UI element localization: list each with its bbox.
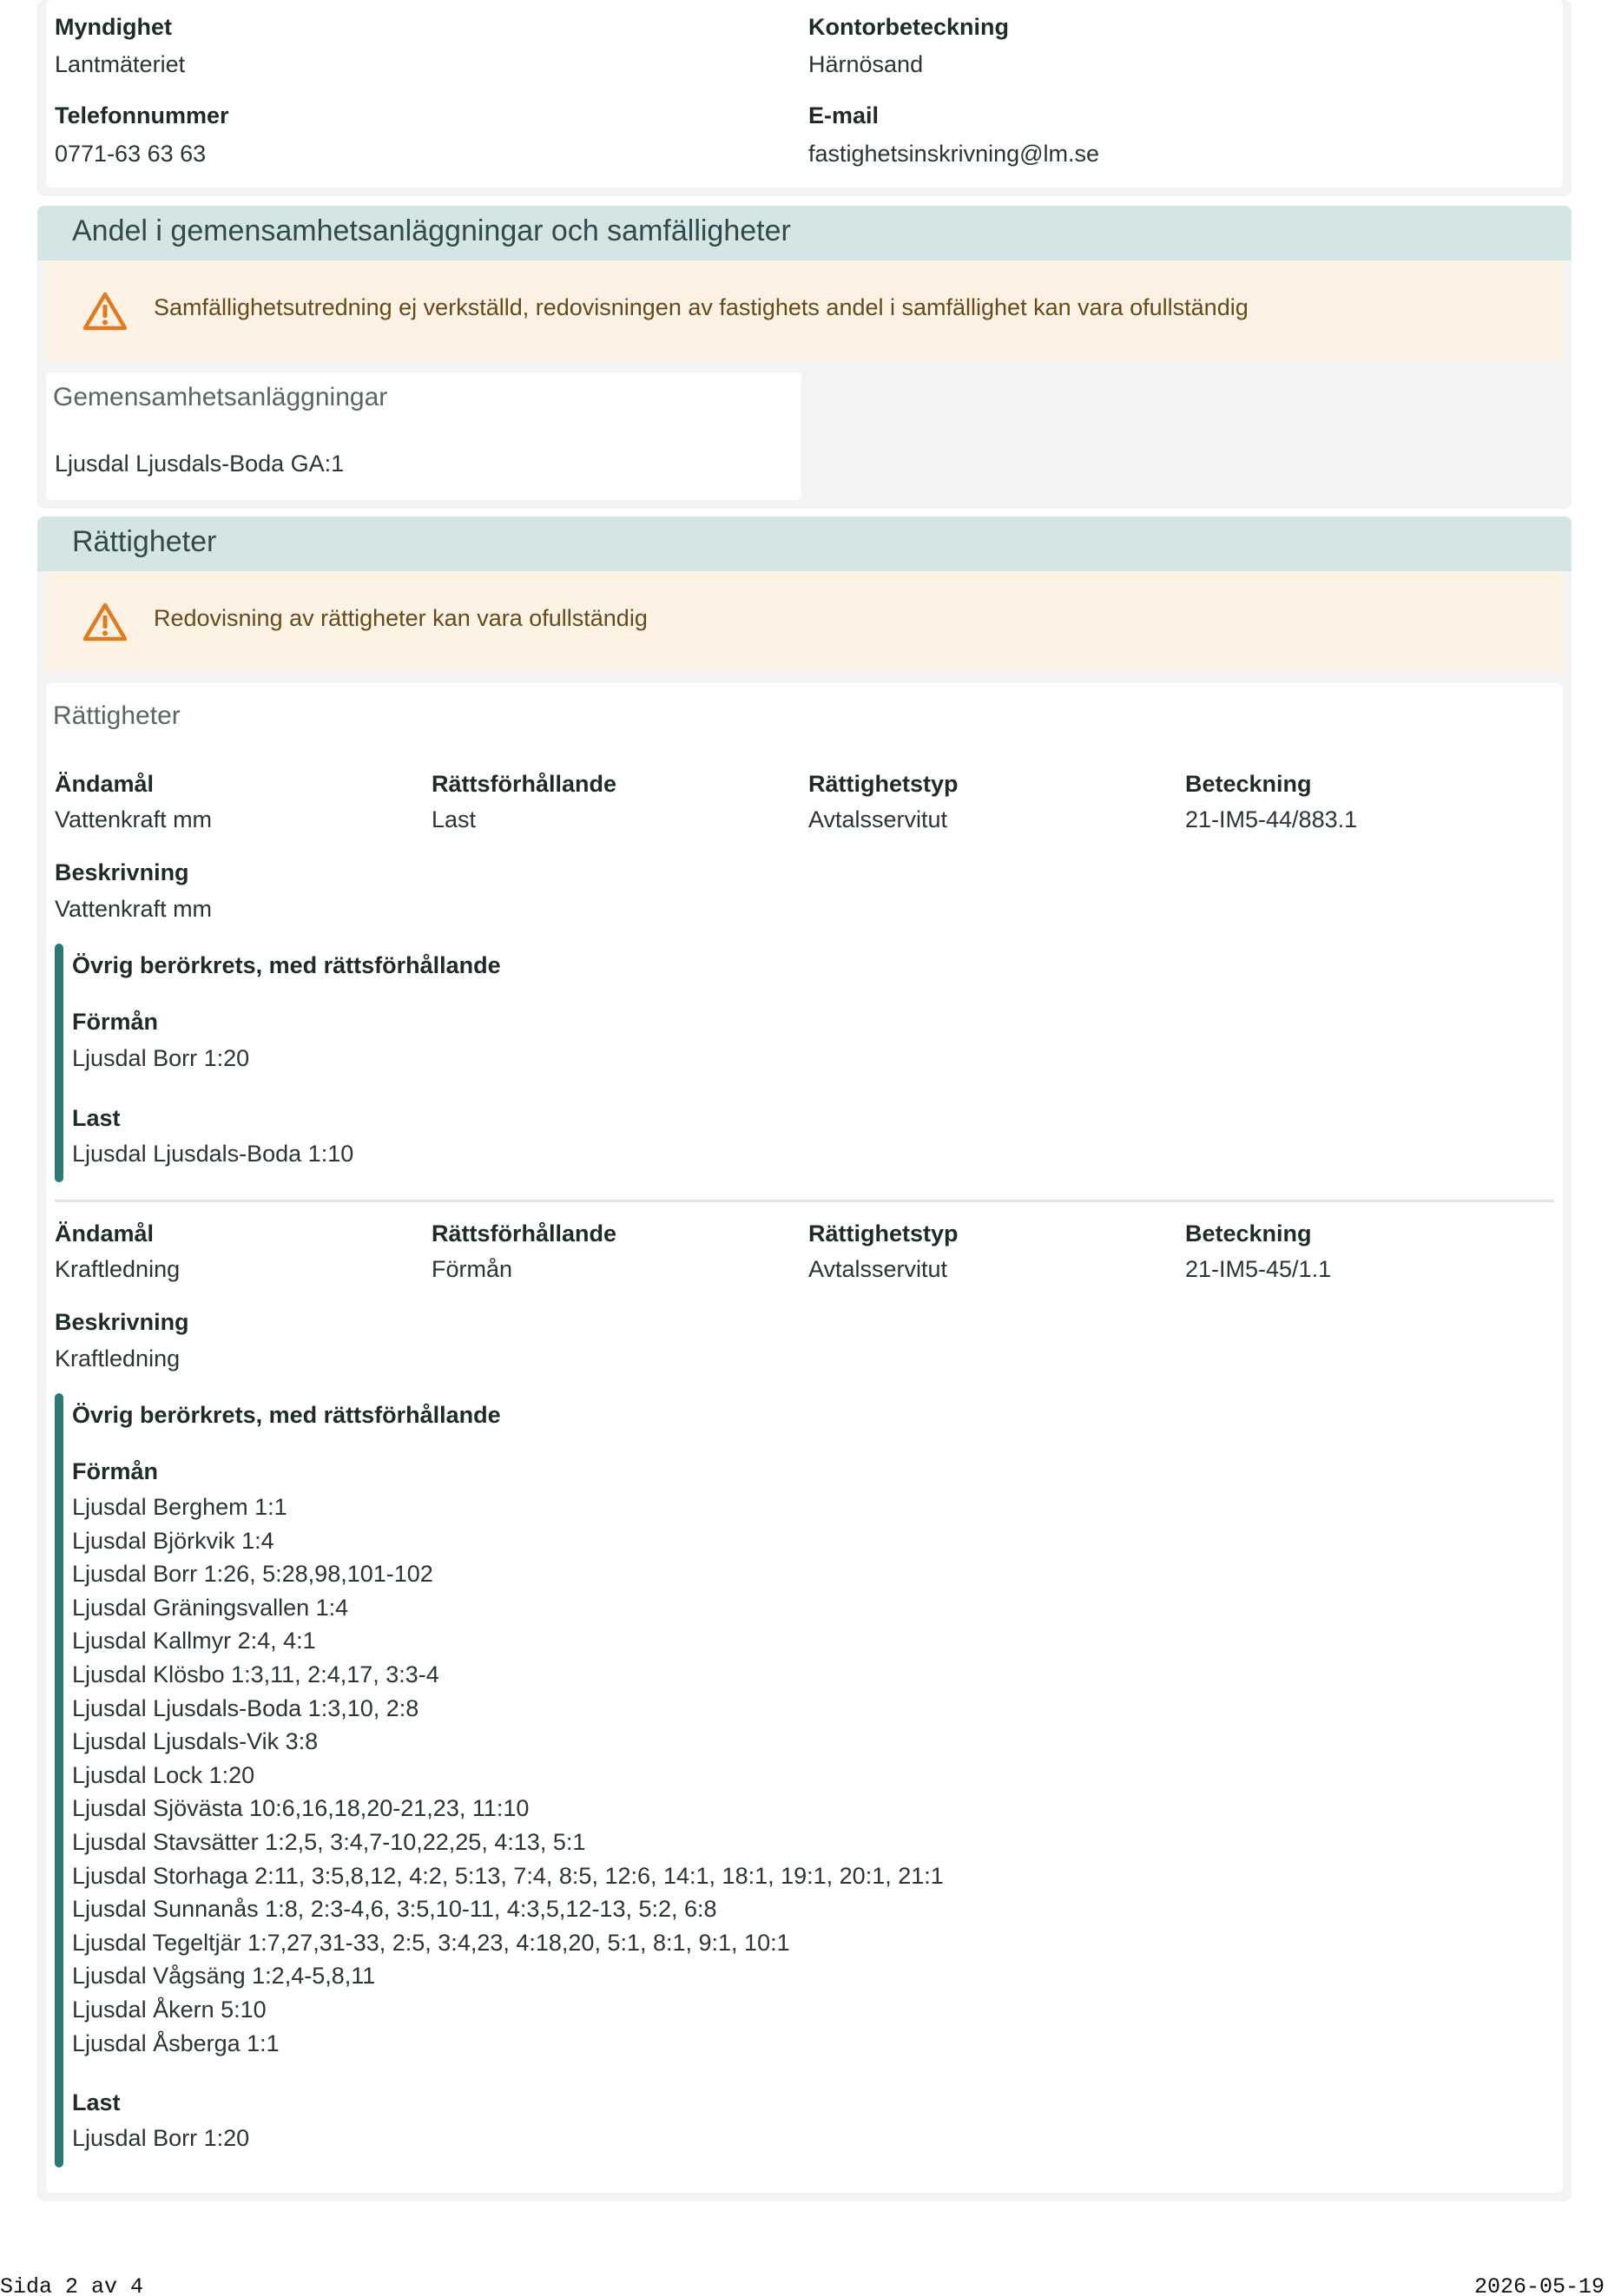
rattigheter-section-header: [37, 516, 1572, 571]
forman-list-item: Ljusdal Björkvik 1:4: [72, 1527, 274, 1554]
forman-list-item: Ljusdal Klösbo 1:3,11, 2:4,17, 3:3-4: [72, 1661, 439, 1687]
rattigheter-section-title: Rättigheter: [72, 525, 217, 558]
forman-list-item: Ljusdal Åkern 5:10: [72, 1996, 267, 2023]
ovrig-berorkrets-title: Övrig berörkrets, med rättsförhållande: [72, 952, 501, 978]
rattigheter-card-title: Rättigheter: [53, 701, 181, 730]
forman-list-item: Ljusdal Ljusdals-Boda 1:3,10, 2:8: [72, 1694, 419, 1721]
forman-list-item: Ljusdal Borr 1:26, 5:28,98,101-102: [72, 1561, 433, 1588]
andamal-value: Vattenkraft mm: [55, 806, 213, 832]
myndighet-label: Myndighet: [55, 14, 172, 40]
forman-list-item: Ljusdal Storhaga 2:11, 3:5,8,12, 4:2, 5:13, 7:4, 8:5, 12:6, 14:1, 18:1, 19:1, 20:1, 21:1: [72, 1862, 944, 1889]
beteckning-label: Beteckning: [1185, 1220, 1312, 1247]
andel-section-title: Andel i gemensamhetsanläggningar och samfälligheter: [72, 214, 791, 247]
warning-icon: [82, 291, 128, 331]
kontor-value: Härnösand: [808, 51, 924, 77]
authority-card: [46, 0, 1563, 187]
last-value: Ljusdal Ljusdals-Boda 1:10: [72, 1141, 354, 1167]
page-number: Sida 2 av 4: [0, 2274, 144, 2296]
rattsforhallande-label: Rättsförhållande: [432, 771, 617, 797]
rattighetstyp-label: Rättighetstyp: [808, 771, 959, 797]
forman-value: Ljusdal Borr 1:20: [72, 1045, 250, 1071]
andamal-value: Kraftledning: [55, 1256, 181, 1282]
ovrig-berorkrets-box: [55, 1393, 944, 2168]
forman-list: [72, 1490, 944, 2060]
telefon-label: Telefonnummer: [55, 102, 229, 128]
beskrivning-label: Beskrivning: [55, 1309, 189, 1335]
gemensamhet-card: [46, 372, 801, 500]
andel-warning-text: Samfällighetsutredning ej verkställd, redovisningen av fastighets andel i samfällighet kan vara ofullständig: [154, 294, 1249, 320]
andel-section: [37, 206, 1572, 509]
ovrig-berorkrets-box: [55, 944, 501, 1182]
telefon-value: 0771-63 63 63: [55, 141, 207, 167]
beteckning-label: Beteckning: [1185, 771, 1312, 797]
forman-list-item: Ljusdal Kallmyr 2:4, 4:1: [72, 1628, 316, 1655]
beteckning-value: 21-IM5-44/883.1: [1185, 806, 1358, 832]
andamal-label: Ändamål: [55, 1220, 155, 1247]
forman-list-item: Ljusdal Stavsätter 1:2,5, 3:4,7-10,22,25, 4:13, 5:1: [72, 1828, 586, 1855]
rattsforhallande-label: Rättsförhållande: [432, 1220, 617, 1247]
gemensamhet-item: Ljusdal Ljusdals-Boda GA:1: [55, 451, 345, 477]
ovrig-berorkrets-title: Övrig berörkrets, med rättsförhållande: [72, 1402, 501, 1428]
warning-icon: [82, 602, 128, 641]
forman-list-item: Ljusdal Åsberga 1:1: [72, 2030, 280, 2056]
rattsforhallande-value: Förmån: [432, 1256, 513, 1282]
print-date: 2026-05-19: [1473, 2274, 1605, 2296]
andamal-label: Ändamål: [55, 771, 155, 797]
forman-list-item: Ljusdal Berghem 1:1: [72, 1494, 287, 1520]
last-label: Last: [72, 1105, 121, 1131]
myndighet-value: Lantmäteriet: [55, 51, 186, 77]
rattigheter-warning: [46, 571, 1563, 671]
last-label: Last: [72, 2089, 121, 2115]
rattighetstyp-value: Avtalsservitut: [808, 806, 948, 832]
rattighetstyp-value: Avtalsservitut: [808, 1256, 948, 1282]
rattsforhallande-value: Last: [432, 806, 477, 832]
email-label: E-mail: [808, 102, 880, 128]
andel-section-header: [37, 206, 1572, 260]
beskrivning-label: Beskrivning: [55, 859, 189, 885]
beskrivning-value: Vattenkraft mm: [55, 896, 213, 922]
rattigheter-warning-text: Redovisning av rättigheter kan vara ofullständig: [154, 605, 648, 631]
forman-list-item: Ljusdal Vågsäng 1:2,4-5,8,11: [72, 1963, 376, 1990]
forman-list-item: Ljusdal Gräningsvallen 1:4: [72, 1594, 349, 1621]
forman-label: Förmån: [72, 1009, 159, 1035]
forman-list-item: Ljusdal Lock 1:20: [72, 1761, 255, 1788]
forman-list-item: Ljusdal Tegeltjär 1:7,27,31-33, 2:5, 3:4,23, 4:18,20, 5:1, 8:1, 9:1, 10:1: [72, 1929, 790, 1956]
entry-divider: [55, 1200, 1554, 1202]
beteckning-value: 21-IM5-45/1.1: [1185, 1256, 1332, 1282]
kontor-label: Kontorbeteckning: [808, 14, 1010, 40]
forman-list-item: Ljusdal Sjövästa 10:6,16,18,20-21,23, 11:10: [72, 1795, 530, 1822]
andel-warning: [46, 260, 1563, 360]
beskrivning-value: Kraftledning: [55, 1345, 181, 1372]
rattighetstyp-label: Rättighetstyp: [808, 1220, 959, 1247]
gemensamhet-card-title: Gemensamhetsanläggningar: [53, 383, 388, 411]
last-value: Ljusdal Borr 1:20: [72, 2125, 250, 2151]
authority-section: [37, 0, 1572, 196]
email-value: fastighetsinskrivning@lm.se: [808, 141, 1100, 167]
forman-list-item: Ljusdal Ljusdals-Vik 3:8: [72, 1728, 319, 1755]
forman-list-item: Ljusdal Sunnanås 1:8, 2:3-4,6, 3:5,10-11, 4:3,5,12-13, 5:2, 6:8: [72, 1896, 717, 1923]
forman-label: Förmån: [72, 1458, 159, 1484]
